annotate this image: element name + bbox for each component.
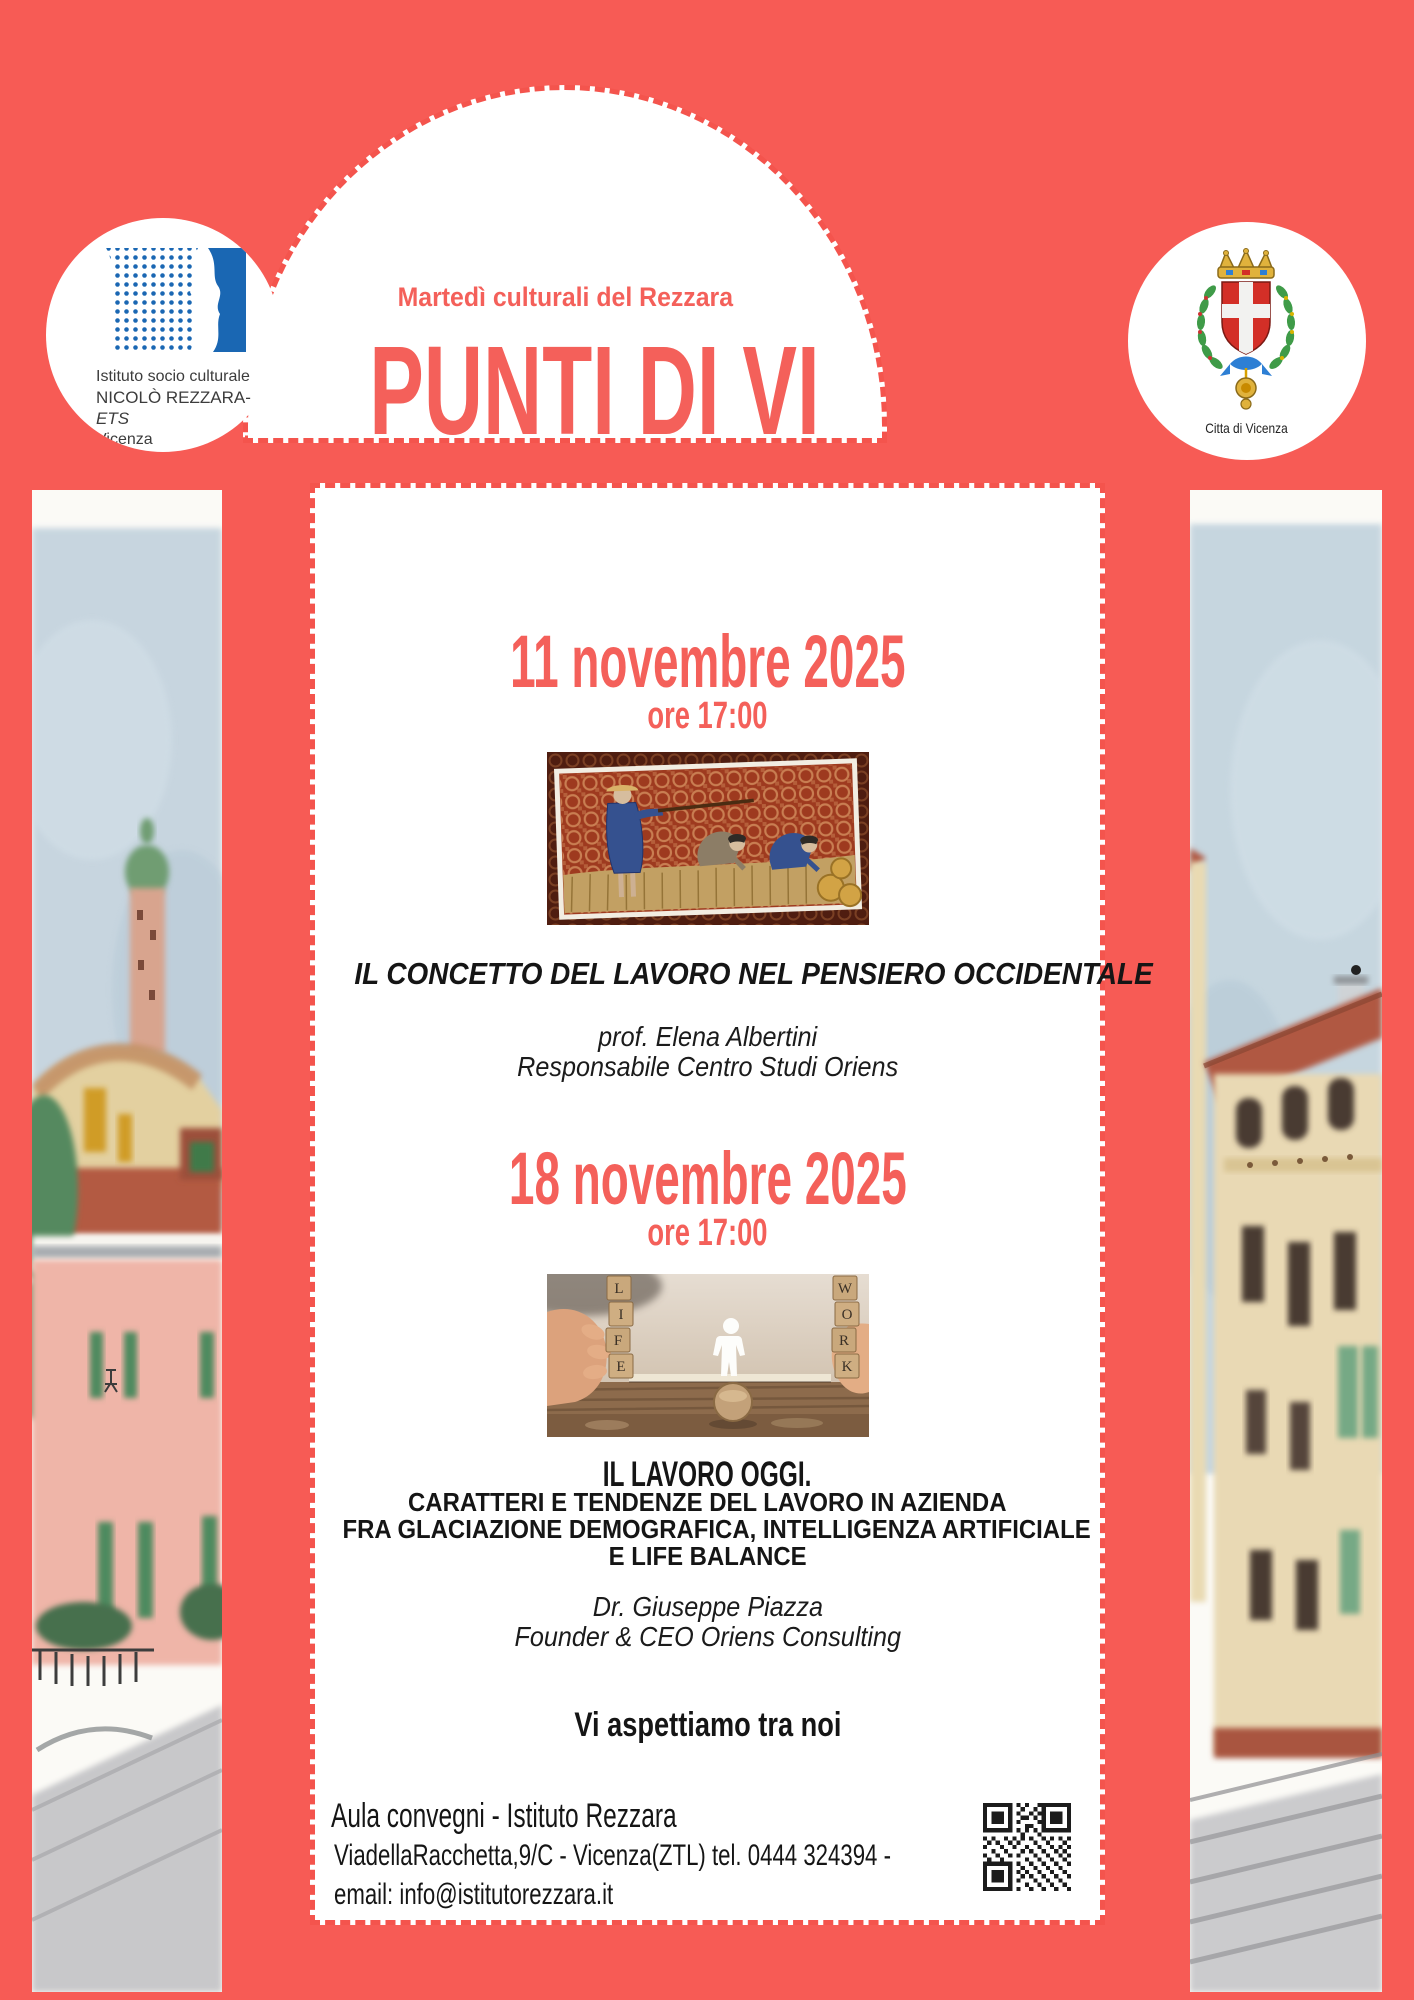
institute-line2: NICOLÒ REZZARA-ETS (96, 388, 251, 428)
rezzara-face-icon (86, 244, 248, 356)
event1-speaker: prof. Elena Albertini Responsabile Centro Studi Oriens (516, 1021, 899, 1082)
svg-text:E: E (616, 1359, 626, 1375)
svg-text:R: R (838, 1333, 850, 1349)
svg-text:L: L (614, 1281, 624, 1297)
vicenza-city-logo (1128, 222, 1366, 460)
event1-image-medieval-harvest (547, 752, 869, 925)
closing-message: Vi aspettiamo tra noi (573, 1706, 842, 1744)
right-watercolor-panel (1190, 490, 1382, 1992)
institute-city: Vicenza (96, 431, 153, 448)
svg-text:W: W (837, 1281, 853, 1297)
vicenza-sketch-left (32, 490, 222, 1992)
svg-text:F: F (613, 1333, 623, 1349)
event2-title: IL LAVORO OGGI. (603, 1455, 812, 1494)
event2-speaker: Dr. Giuseppe Piazza Founder & CEO Oriens Consulting (514, 1591, 901, 1652)
institute-line1: Istituto socio culturale (96, 368, 250, 385)
poster-title: PUNTI DI VI (369, 320, 820, 461)
event1-time: ore 17:00 (647, 695, 768, 737)
city-logo-caption: Citta di Vicenza (1205, 420, 1289, 436)
header-arch (243, 85, 887, 461)
left-watercolor-panel (32, 490, 222, 1992)
event2-time: ore 17:00 (647, 1212, 768, 1254)
vicenza-sketch-right (1190, 490, 1382, 1992)
svg-text:O: O (841, 1307, 853, 1323)
footer-venue: Aula convegni - Istituto Rezzara (331, 1797, 677, 1835)
qr-code (975, 1795, 1079, 1899)
institute-name (96, 366, 280, 450)
qr-code-image (983, 1803, 1071, 1891)
svg-text:I: I (618, 1307, 624, 1323)
event2-image-life-work-balance (547, 1274, 869, 1437)
vicenza-coat-of-arms-icon (1186, 248, 1306, 418)
footer-email: email: info@istitutorezzara.it (334, 1878, 614, 1911)
series-label: Martedì culturali del Rezzara (397, 282, 733, 312)
event2-date: 18 novembre 2025 (508, 1137, 907, 1220)
event2-subtitle: CARATTERI E TENDENZE DEL LAVORO IN AZIENDA FRA GLACIAZIONE DEMOGRAFICA, INTELLIGENZA ARTIFICIALE E LIFE BALANCE (342, 1487, 1091, 1571)
footer-address: ViadellaRacchetta,9/C - Vicenza(ZTL) tel. 0444 324394 - (334, 1839, 891, 1872)
svg-text:K: K (841, 1359, 853, 1375)
event1-title: IL CONCETTO DEL LAVORO NEL PENSIERO OCCIDENTALE (354, 956, 1153, 991)
event1-date: 11 novembre 2025 (509, 620, 906, 703)
rezzara-institute-logo (46, 218, 280, 452)
